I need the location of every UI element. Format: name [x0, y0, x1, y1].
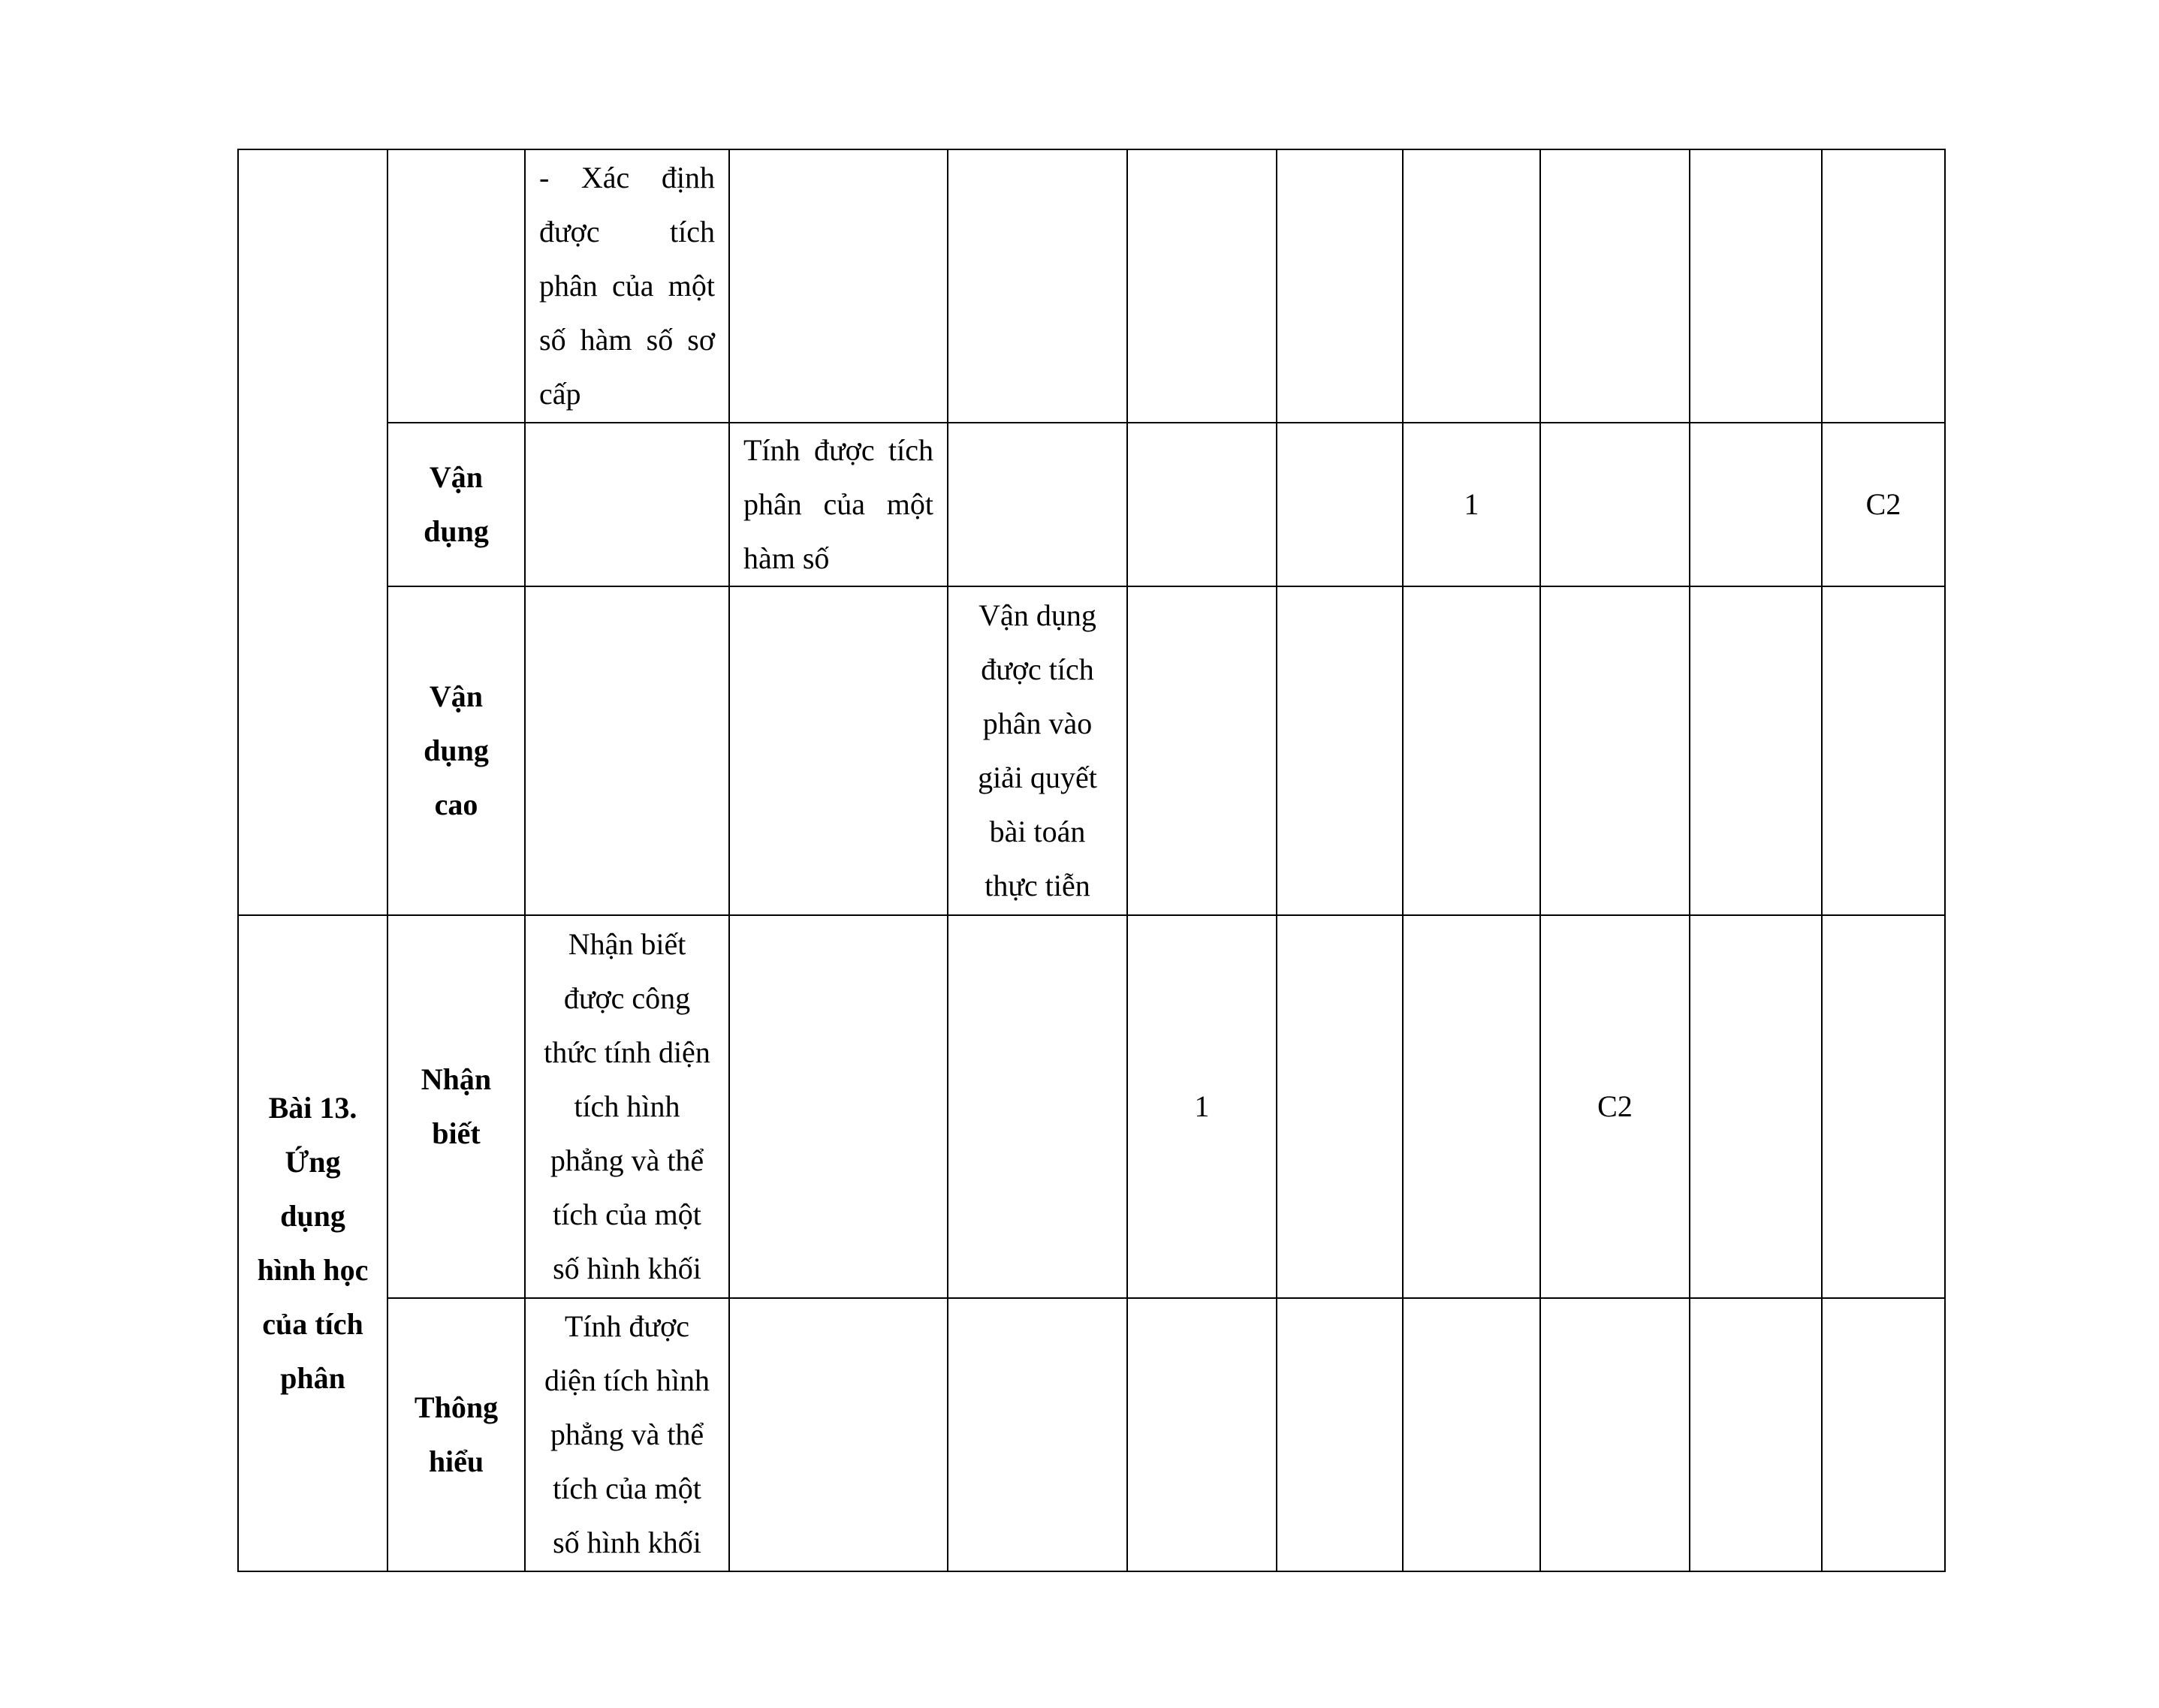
level-line: hiểu	[428, 1444, 484, 1478]
cell	[1822, 149, 1945, 423]
level-cell-van-dung	[387, 423, 525, 586]
cell	[1540, 423, 1690, 586]
cell	[1127, 423, 1277, 586]
content-line: tích của một	[553, 1472, 701, 1505]
content-line: cấp	[539, 377, 581, 411]
cell	[1690, 586, 1822, 915]
content-line: được tích	[539, 215, 715, 249]
content-cell-understanding	[525, 1298, 729, 1571]
content-line: Vận dụng	[978, 598, 1096, 632]
cell	[948, 915, 1127, 1298]
cell	[525, 423, 729, 586]
content-line: thực tiễn	[985, 869, 1090, 902]
cell	[948, 423, 1127, 586]
cell	[1277, 1298, 1403, 1571]
content-line: tích của một	[553, 1197, 701, 1231]
content-line: số hình khối	[553, 1526, 701, 1559]
level-line: Nhận	[421, 1062, 492, 1096]
level-cell-nhan-biet	[387, 915, 525, 1298]
cell	[1127, 149, 1277, 423]
cell	[1540, 586, 1690, 915]
content-line: số hàm số sơ	[539, 323, 715, 357]
content-line: phân vào	[982, 706, 1093, 740]
cell	[1277, 586, 1403, 915]
lesson-line: hình học	[257, 1253, 369, 1287]
content-line: Tính được tích	[743, 433, 933, 467]
content-line: thức tính diện	[544, 1035, 710, 1069]
cell	[1277, 915, 1403, 1298]
cell	[1127, 1298, 1277, 1571]
content-line: Tính được	[564, 1309, 690, 1343]
cell	[1822, 915, 1945, 1298]
content-line: phân của một	[743, 487, 933, 521]
cell	[1690, 423, 1822, 586]
content-line: phẳng và thể	[550, 1417, 704, 1451]
content-line: số hình khối	[553, 1252, 701, 1285]
table-row	[238, 423, 1945, 586]
level-cell-thong-hieu	[387, 1298, 525, 1571]
cell	[1403, 915, 1540, 1298]
cell	[729, 586, 948, 915]
level-line: Vận	[429, 679, 484, 713]
question-cell: C2	[1540, 915, 1690, 1298]
assessment-matrix-table	[237, 149, 1946, 1572]
content-line: được công	[563, 981, 691, 1015]
content-cell-recognition	[525, 915, 729, 1298]
content-line: - Xác định	[539, 161, 715, 194]
level-line: dụng	[424, 734, 489, 767]
cell	[1822, 586, 1945, 915]
cell	[1277, 423, 1403, 586]
cell	[1690, 915, 1822, 1298]
cell	[1127, 586, 1277, 915]
cell	[1690, 1298, 1822, 1571]
level-cell	[387, 149, 525, 423]
content-line: diện tích hình	[544, 1363, 710, 1397]
table-row	[238, 149, 1945, 423]
count-cell: 1	[1403, 423, 1540, 586]
cell	[1822, 1298, 1945, 1571]
lesson-cell	[238, 915, 387, 1571]
cell	[1403, 1298, 1540, 1571]
cell	[525, 586, 729, 915]
level-line: cao	[434, 788, 478, 821]
cell	[1403, 149, 1540, 423]
level-line: dụng	[424, 514, 489, 548]
content-line: hàm số	[743, 541, 830, 575]
lesson-line: Ứng	[285, 1145, 341, 1179]
level-line: biết	[432, 1116, 481, 1150]
cell	[1690, 149, 1822, 423]
cell	[1540, 1298, 1690, 1571]
question-cell: C2	[1822, 423, 1945, 586]
lesson-line: dụng	[280, 1199, 345, 1233]
cell	[948, 1298, 1127, 1571]
content-cell-application	[729, 423, 948, 586]
table-row	[238, 1298, 1945, 1571]
cell	[729, 915, 948, 1298]
level-line: Thông	[414, 1390, 499, 1424]
lesson-line: phân	[280, 1361, 345, 1395]
level-cell-van-dung-cao	[387, 586, 525, 915]
content-line: được tích	[981, 652, 1094, 686]
cell	[1277, 149, 1403, 423]
count-cell: 1	[1127, 915, 1277, 1298]
cell	[948, 149, 1127, 423]
level-line: Vận	[429, 460, 484, 494]
lesson-line: của tích	[262, 1307, 363, 1341]
lesson-line: Bài 13.	[268, 1091, 357, 1125]
content-line: bài toán	[989, 815, 1086, 848]
content-line: tích hình	[574, 1089, 680, 1123]
table-row	[238, 915, 1945, 1298]
content-cell-advanced	[948, 586, 1127, 915]
cell	[729, 149, 948, 423]
cell	[1403, 586, 1540, 915]
table-row	[238, 586, 1945, 915]
content-cell-recognition	[525, 149, 729, 423]
content-line: phẳng và thể	[550, 1143, 704, 1177]
lesson-cell-empty	[238, 149, 387, 915]
cell	[729, 1298, 948, 1571]
cell	[1540, 149, 1690, 423]
content-line: phân của một	[539, 269, 715, 303]
content-line: Nhận biết	[568, 927, 686, 961]
content-line: giải quyết	[978, 761, 1097, 794]
